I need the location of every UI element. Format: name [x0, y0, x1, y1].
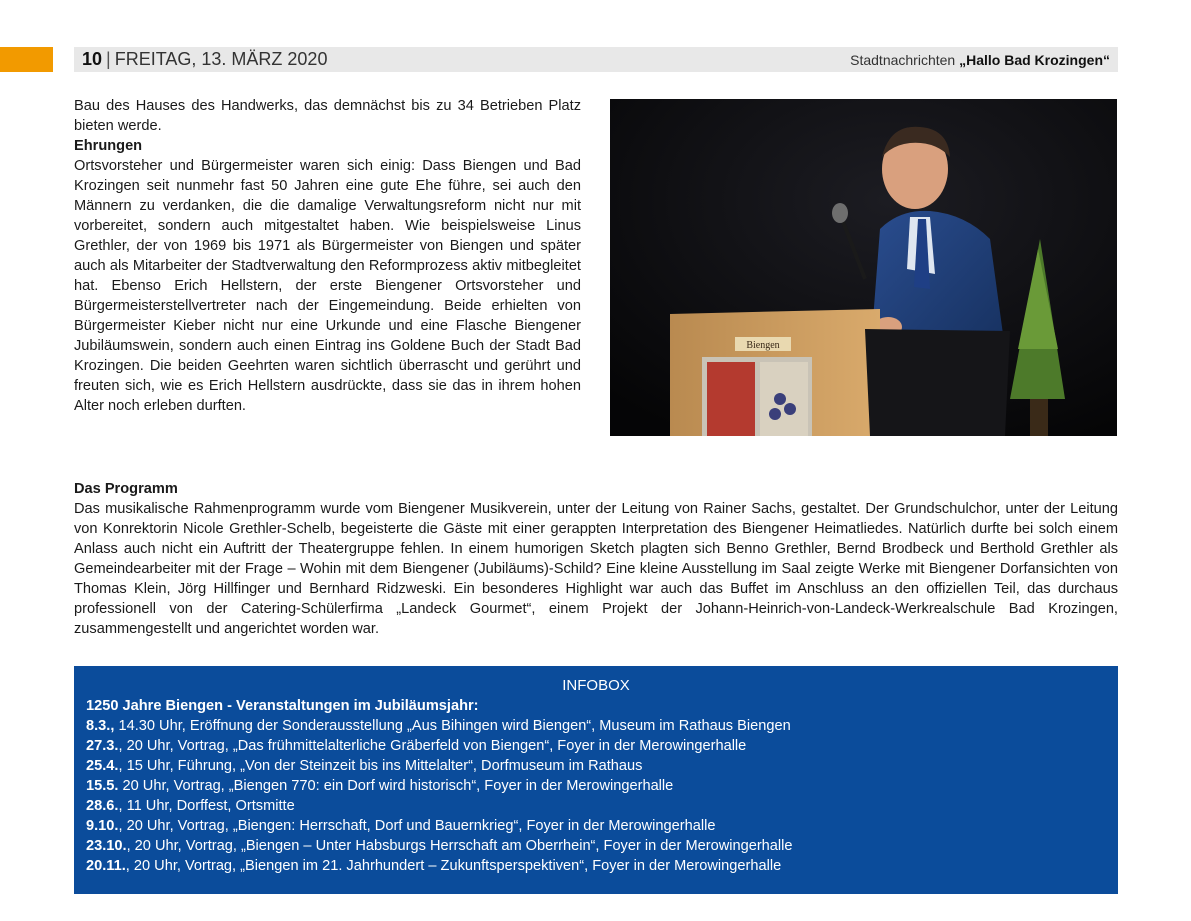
issue-date: FREITAG, 13. MÄRZ 2020 — [114, 49, 328, 69]
event-date: 25.4. — [86, 758, 119, 774]
program-section — [74, 479, 1118, 639]
speaker-photo — [610, 99, 1117, 436]
header-right — [850, 52, 1110, 68]
event-item — [86, 856, 1106, 876]
intro-paragraph: Bau des Hauses des Handwerks, das demnächst bis zu 34 Betrieben Platz bieten werde. — [74, 98, 581, 134]
program-paragraph: Das musikalische Rahmenprogramm wurde vom Biengener Musikverein, unter der Leitung von Rainer Sachs, gestaltet. Der Grundschulchor, unter der Leitung von Konrektorin Nicole Grethler-Schelb, begeisterte die Gäste mit einer gerappten Interpretation des Biengener Heimatliedes. Natürlich durfte bei solch einem Anlass auch nicht ein Auftritt der Theatergruppe fehlen. In einem humorigen Sketch plagten sich Benno Grethler, Bernd Brodbeck und Berthold Grethler als Gemeindearbeiter mit der Frage – Wohin mit dem Biengener (Jubiläums)-Schild? Eine kleine Ausstellung im Saal zeigte Werke mit Biengener Dorfansichten von Thomas Klein, Jörg Hillfinger und Bernhard Ridzweski. Ein besonderes Highlight war auch das Buffet im Anschluss an den offiziellen Teil, das durchaus professionell von der Catering-Schülerfirma „Landeck Gourmet“, einem Projekt der Johann-Heinrich-von-Landeck-Werkrealschule Bad Krozingen, zusammengestellt und angerichtet worden war. — [74, 501, 1118, 637]
event-text: 20 Uhr, Vortrag, „Biengen 770: ein Dorf wird historisch“, Foyer in der Merowingerhalle — [118, 778, 674, 794]
event-item — [86, 716, 1106, 736]
event-item — [86, 736, 1106, 756]
event-item — [86, 836, 1106, 856]
event-text: , 20 Uhr, Vortrag, „Das frühmittelalterliche Gräberfeld von Biengen“, Foyer in der Merowingerhalle — [118, 738, 747, 754]
event-date: 20.11. — [86, 858, 126, 874]
event-date: 9.10. — [86, 818, 119, 834]
infobox-title: INFOBOX — [562, 677, 630, 694]
header-separator: | — [106, 49, 111, 69]
event-item — [86, 816, 1106, 836]
event-text: , 20 Uhr, Vortrag, „Biengen – Unter Habsburgs Herrschaft am Oberrhein“, Foyer in der Merowingerhalle — [126, 838, 793, 854]
section-name: Stadtnachrichten — [850, 51, 956, 68]
header-left — [82, 49, 327, 70]
page-accent-tab — [0, 47, 53, 72]
event-date: 28.6. — [86, 798, 119, 814]
infobox — [74, 666, 1118, 894]
speaker-photo-illustration — [610, 99, 1117, 436]
article-column — [74, 96, 581, 416]
event-text: , 11 Uhr, Dorffest, Ortsmitte — [118, 798, 295, 814]
page-header — [74, 47, 1118, 72]
publication-name: „Hallo Bad Krozingen“ — [959, 51, 1110, 68]
infobox-subtitle: 1250 Jahre Biengen - Veranstaltungen im Jubiläumsjahr: — [86, 698, 479, 714]
lectern-sign-text: Biengen — [746, 340, 780, 351]
page-number: 10 — [82, 49, 103, 69]
ehrungen-paragraph: Ortsvorsteher und Bürgermeister waren sich einig: Dass Biengen und Bad Krozingen seit nunmehr fast 50 Jahren eine gute Ehe führe, sei auch den Männern zu verdanken, die die damalige Verwaltungsreform nicht nur mit vorbereitet, sondern auch mitgestaltet haben. Wie beispielsweise Linus Grethler, der von 1969 bis 1971 als Bürgermeister von Biengen und später auch als Mitarbeiter der Stadtverwaltung den Reformprozess aktiv mitbegleitet hat. Ebenso Erich Hellstern, der erste Biengener Ortsvorsteher und Bürgermeisterstellvertreter nach der Eingemeindung. Beide erhielten von Bürgermeister Kieber nicht nur eine Urkunde und eine Flasche Biengener Jubiläumswein, sondern auch einen Eintrag ins Goldene Buch der Stadt Bad Krozingen. Die beiden Geehrten waren sichtlich überrascht und gerührt und freuten sich, wie es Erich Hellstern ausdrückte, dass sie das in ihrem hohen Alter noch erleben durften. — [74, 158, 581, 414]
event-date: 15.5. — [86, 778, 119, 794]
section-heading-ehrungen: Ehrungen — [74, 138, 143, 154]
event-date: 23.10. — [86, 838, 127, 854]
event-text: 14.30 Uhr, Eröffnung der Sonderausstellung „Aus Bihingen wird Biengen“, Museum im Rathaus Biengen — [114, 718, 791, 734]
event-date: 8.3., — [86, 718, 115, 734]
event-text: , 20 Uhr, Vortrag, „Biengen im 21. Jahrhundert – Zukunftsperspektiven“, Foyer in der Merowingerhalle — [125, 858, 782, 874]
event-item — [86, 756, 1106, 776]
event-date: 27.3. — [86, 738, 119, 754]
event-text: , 20 Uhr, Vortrag, „Biengen: Herrschaft, Dorf und Bauernkrieg“, Foyer in der Merowingerhalle — [118, 818, 716, 834]
event-item — [86, 796, 1106, 816]
event-item — [86, 776, 1106, 796]
section-heading-programm: Das Programm — [74, 481, 178, 497]
event-text: , 15 Uhr, Führung, „Von der Steinzeit bis ins Mittelalter“, Dorfmuseum im Rathaus — [118, 758, 643, 774]
